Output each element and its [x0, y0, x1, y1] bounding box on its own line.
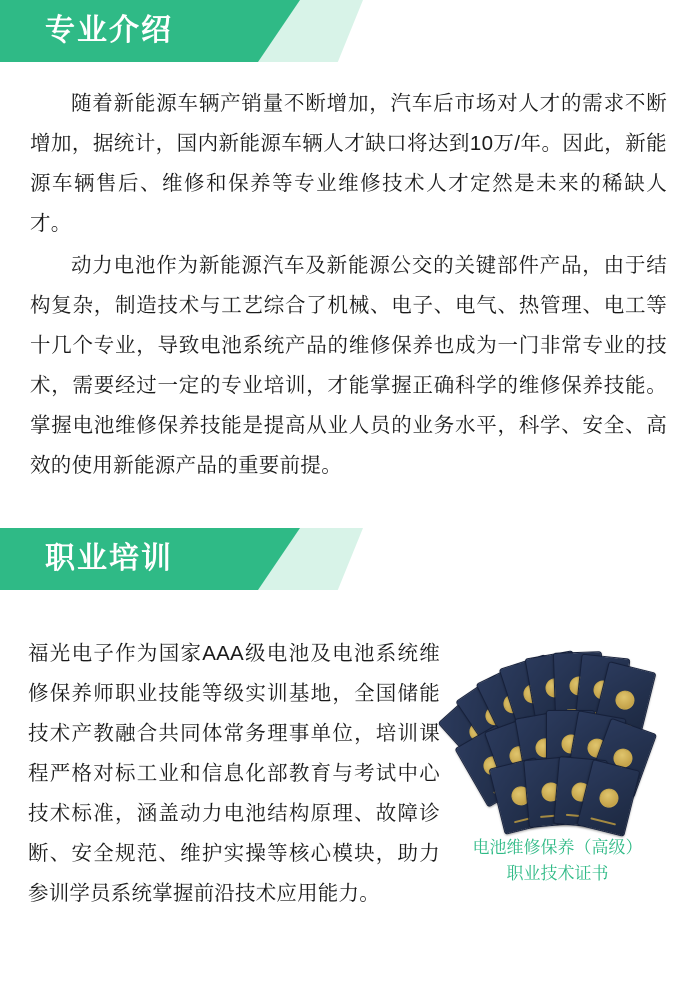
major-intro-body [0, 84, 697, 486]
banner-shape [0, 0, 340, 62]
paragraph: 动力电池作为新能源汽车及新能源公交的关键部件产品，由于结构复杂，制造技术与工艺综合了机械、电子、电气、热管理、电工等十几个专业，导致电池系统产品的维修保养也成为一门非常专业的技术，需要经过一定的专业培训，才能掌握正确科学的维修保养技能。掌握电池维修保养技能是提高从业人员的业务水平，科学、安全、高效的使用新能源产品的重要前提。 [30, 254, 667, 477]
seal-icon [597, 786, 620, 809]
section-header-major-intro [0, 0, 697, 62]
certificate-stack-icon [450, 646, 665, 821]
section-title: 专业介绍 [45, 14, 173, 47]
section-title: 职业培训 [45, 542, 173, 575]
banner-shape [0, 528, 340, 590]
paragraph: 福光电子作为国家AAA级电池及电池系统维修保养师职业技能等级实训基地，全国储能技术产教融合共同体常务理事单位，培训课程严格对标工业和信息化部教育与考试中心技术标准，涵盖动力电池结构原理、故障诊断、安全规范、维护实操等核心模块，助力参训学员系统掌握前沿技术应用能力。 [28, 642, 440, 905]
certificate-line [590, 817, 616, 825]
vocational-training-body [0, 634, 697, 914]
certificate-caption [473, 835, 643, 887]
certificate-caption-line2: 职业技术证书 [506, 864, 609, 883]
section-header-vocational-training [0, 528, 697, 590]
paragraph: 随着新能源车辆产销量不断增加，汽车后市场对人才的需求不断增加，据统计，国内新能源车辆人才缺口将达到10万/年。因此，新能源车辆售后、维修和保养等专业维修技术人才定然是未来的稀缺人才。 [30, 92, 667, 235]
certificate-caption-line1: 电池维修保养（高级） [472, 838, 643, 857]
vocational-training-section [0, 528, 697, 914]
certificate-figure [440, 634, 675, 914]
seal-icon [613, 688, 636, 711]
